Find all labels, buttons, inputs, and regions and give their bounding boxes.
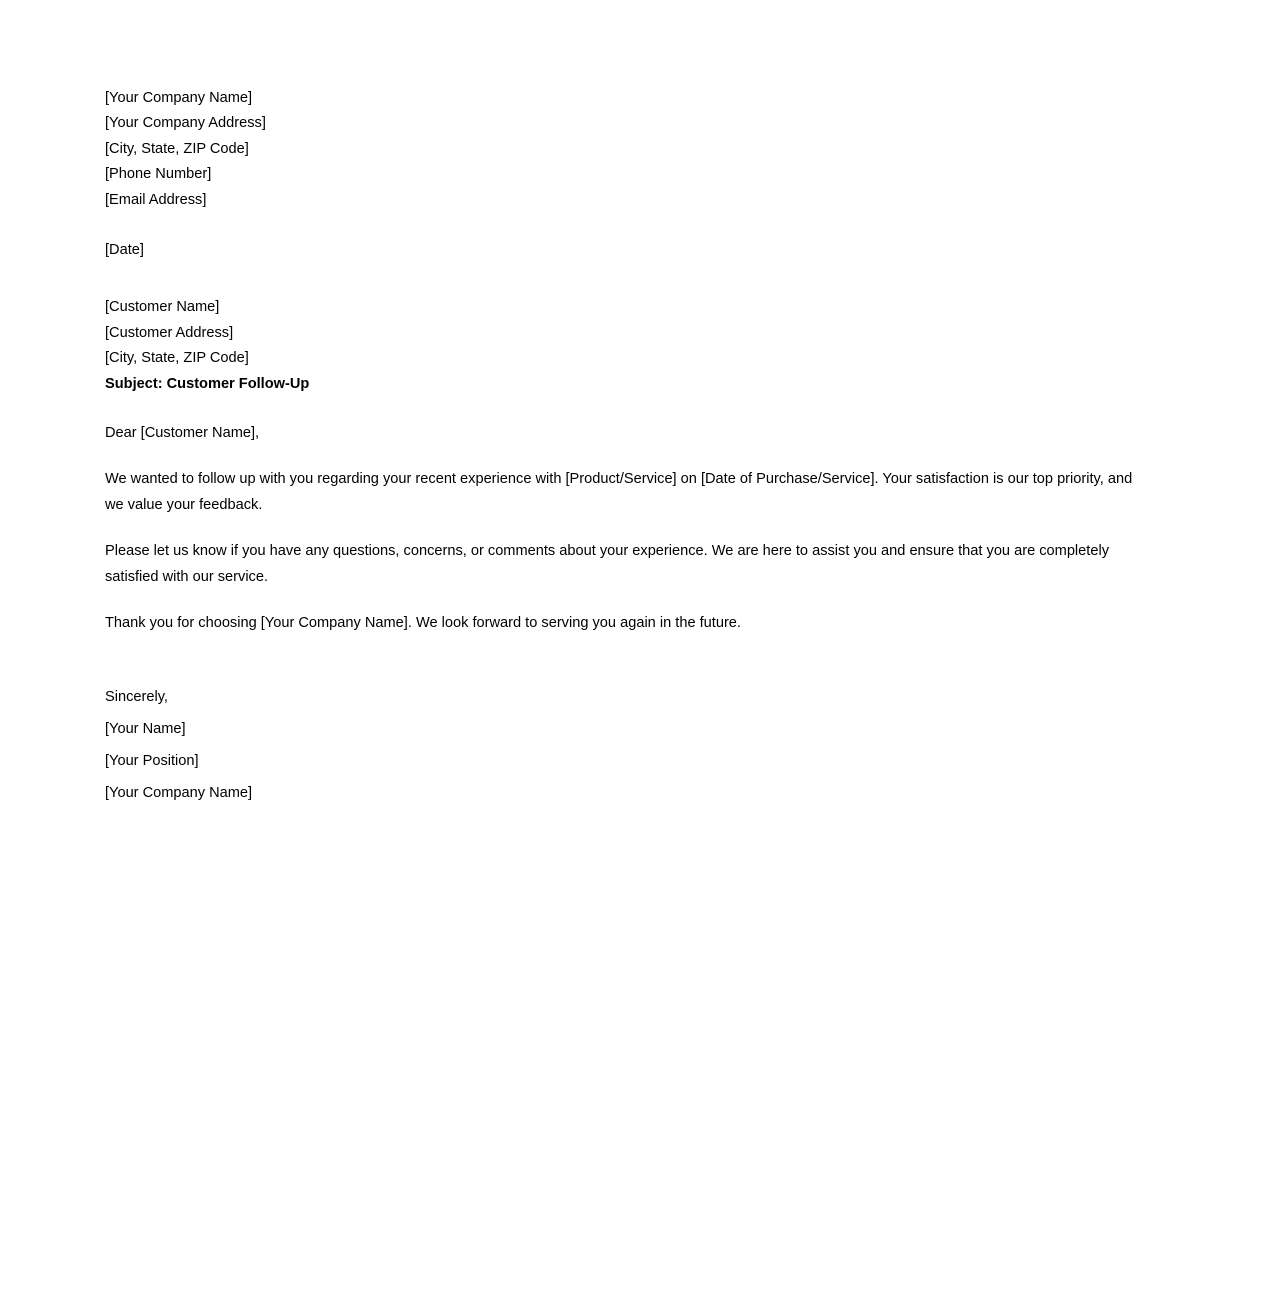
- closing-company-name: [Your Company Name]: [105, 784, 253, 801]
- closing-block: [105, 681, 1153, 809]
- closing-your-position: [Your Position]: [105, 752, 199, 769]
- sender-phone-number: [Phone Number]: [105, 166, 212, 183]
- recipient-city-state-zip: [City, State, ZIP Code]: [105, 350, 249, 367]
- sender-address-block: [105, 86, 1153, 213]
- letter-body: [105, 86, 1153, 809]
- sender-company-name: [Your Company Name]: [105, 90, 253, 106]
- sender-company-address: [Your Company Address]: [105, 115, 266, 132]
- date-block: [105, 238, 1153, 263]
- closing-your-name: [Your Name]: [105, 720, 186, 737]
- closing-salutation: Sincerely,: [105, 688, 168, 705]
- recipient-customer-address: [Customer Address]: [105, 324, 234, 341]
- body-paragraph-1: We wanted to follow up with you regarding your recent experience with [Product/Service] on [Date of Purchase/Service]. Your satisfaction is our top priority, and we value your feedback.: [105, 471, 1133, 513]
- body-paragraph-2: Please let us know if you have any questions, concerns, or comments about your experience. We are here to assist you and ensure that you are completely satisfied with our service.: [105, 543, 1110, 585]
- body-paragraph-3: Thank you for choosing [Your Company Name]. We look forward to serving you again in the future.: [105, 615, 741, 632]
- sender-city-state-zip: [City, State, ZIP Code]: [105, 140, 249, 157]
- sender-email-address: [Email Address]: [105, 191, 207, 208]
- date-line: [Date]: [105, 242, 144, 259]
- subject-line: Subject: Customer Follow-Up: [105, 375, 310, 392]
- recipient-address-block: [105, 295, 1153, 397]
- recipient-customer-name: [Customer Name]: [105, 299, 220, 316]
- salutation-line: Dear [Customer Name],: [105, 425, 260, 442]
